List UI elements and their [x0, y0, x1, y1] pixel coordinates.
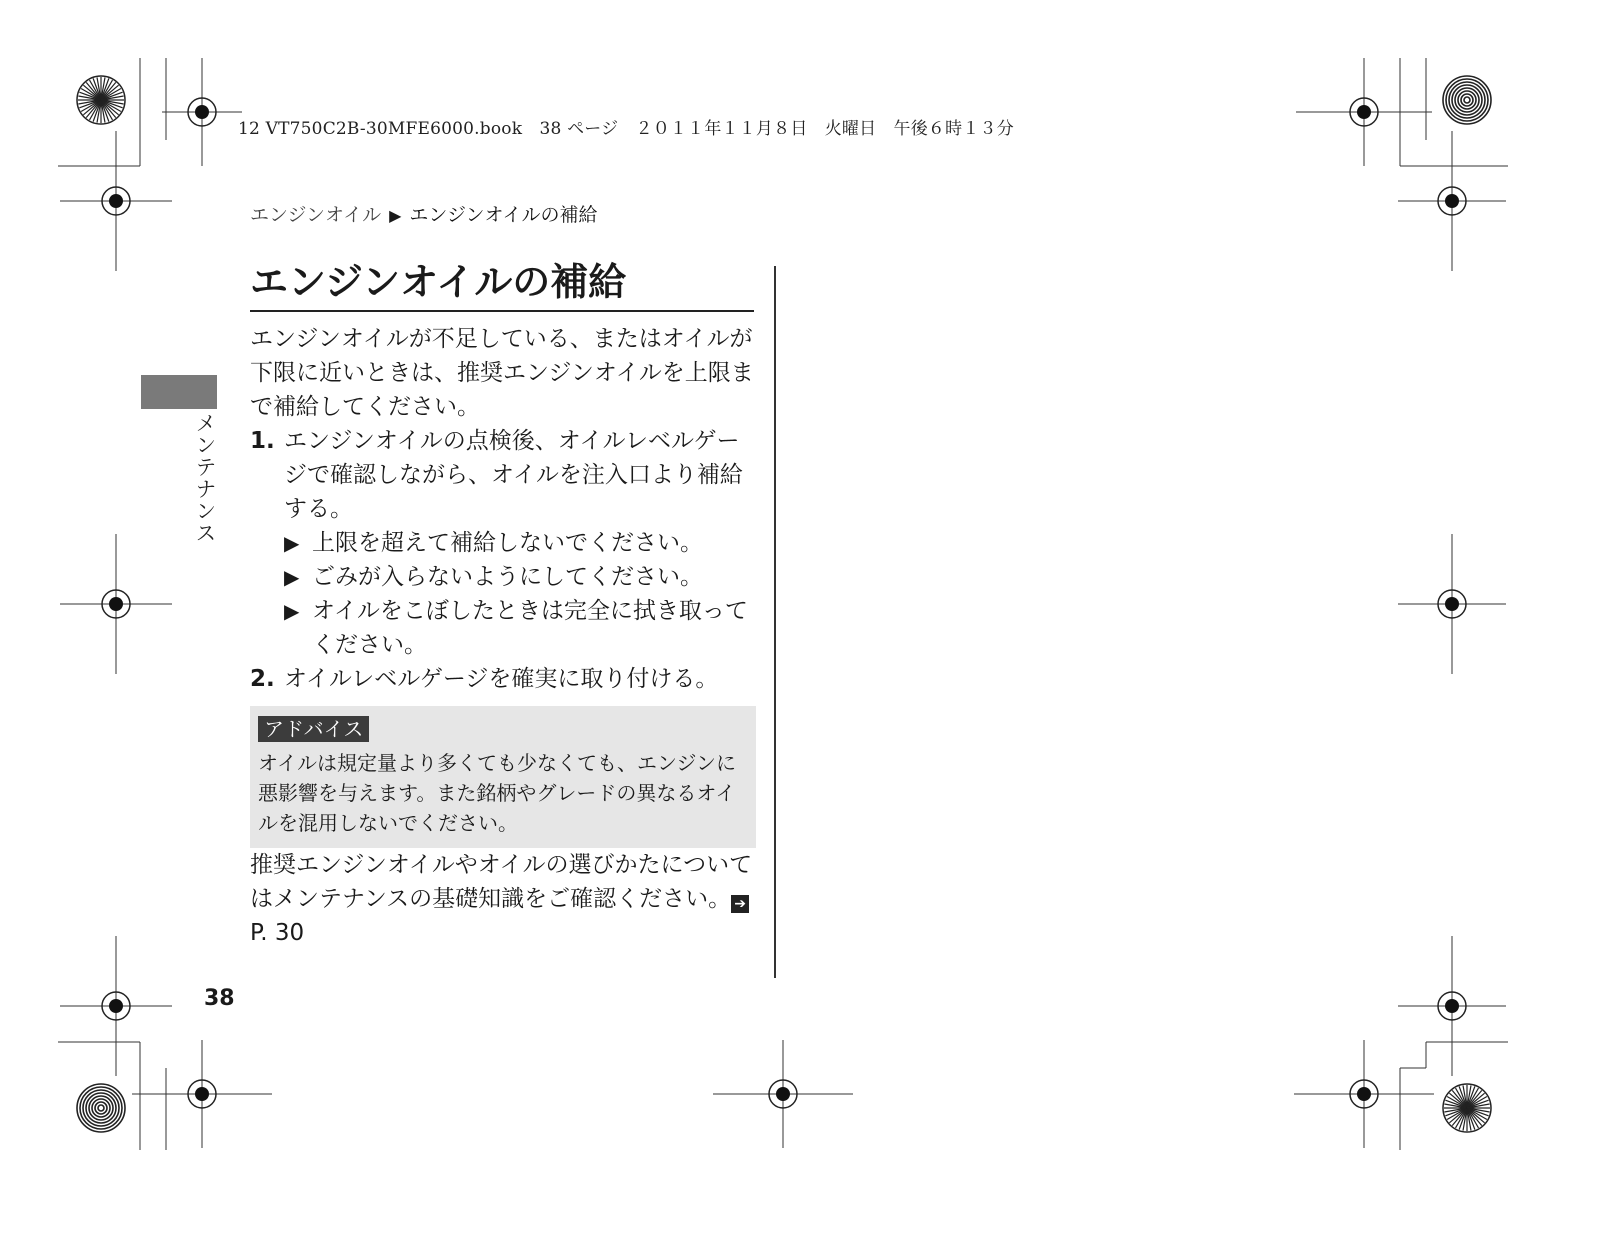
ring-icon	[86, 1093, 116, 1123]
step-text: オイルレベルゲージを確実に取り付ける。	[284, 666, 719, 692]
advice-text: オイルは規定量より多くても少なくても、エンジンに悪影響を与えます。また銘柄やグレードの異なるオイルを混用しないでください。	[258, 751, 736, 835]
registration-dot-icon	[1445, 194, 1459, 208]
registration-dot-icon	[195, 105, 209, 119]
step-number: 1.	[250, 428, 275, 454]
registration-dot-icon	[1357, 1087, 1371, 1101]
sub-list	[284, 526, 756, 662]
main-content	[250, 322, 756, 950]
page-number: 38	[204, 986, 235, 1011]
breadcrumb-parent: エンジンオイル	[250, 204, 382, 226]
section-tab-marker	[141, 375, 217, 409]
ring-icon	[1452, 85, 1482, 115]
breadcrumb-separator-icon: ▶	[389, 206, 402, 225]
triangle-right-icon: ▶	[284, 599, 300, 623]
reference-paragraph	[250, 848, 756, 950]
ring-icon	[1464, 97, 1470, 103]
breadcrumb-current: エンジンオイルの補給	[409, 204, 598, 226]
arrow-right-box-icon: ➔	[731, 895, 749, 913]
reference-text: 推奨エンジンオイルやオイルの選びかたについてはメンテナンスの基礎知識をご確認ください。	[250, 852, 753, 912]
registration-dot-icon	[109, 999, 123, 1013]
ring-icon	[77, 1084, 125, 1132]
registration-dot-icon	[109, 597, 123, 611]
intro-paragraph: エンジンオイルが不足している、またはオイルが下限に近いときは、推奨エンジンオイルを上限まで補給してください。	[250, 326, 754, 420]
column-divider	[774, 266, 776, 978]
registration-dot-icon	[1445, 999, 1459, 1013]
sub-text: 上限を超えて補給しないでください。	[312, 530, 703, 556]
step-number: 2.	[250, 666, 275, 692]
step-item	[250, 424, 756, 662]
registration-dot-icon	[1357, 105, 1371, 119]
page-title: エンジンオイルの補給	[250, 260, 754, 312]
step-item	[250, 662, 756, 696]
advice-box	[250, 706, 756, 848]
sub-item	[284, 594, 756, 662]
sub-text: オイルをこぼしたときは完全に拭き取ってください。	[312, 598, 748, 658]
ring-icon	[98, 1105, 104, 1111]
breadcrumb	[250, 200, 598, 227]
registration-dot-icon	[1445, 597, 1459, 611]
registration-dot-icon	[195, 1087, 209, 1101]
triangle-right-icon: ▶	[284, 531, 300, 555]
step-text: エンジンオイルの点検後、オイルレベルゲージで確認しながら、オイルを注入口より補給する。	[284, 428, 743, 522]
registration-dot-icon	[109, 194, 123, 208]
page-reference-link[interactable]: P. 30	[250, 920, 305, 946]
ring-icon	[1461, 94, 1473, 106]
ring-icon	[95, 1102, 107, 1114]
registration-dot-icon	[776, 1087, 790, 1101]
triangle-right-icon: ▶	[284, 565, 300, 589]
sub-item	[284, 526, 756, 560]
section-tab-label: メンテナンス	[193, 412, 217, 544]
printer-header: 12 VT750C2B-30MFE6000.book 38 ページ ２０１１年１１月８日 火曜日 午後６時１３分	[238, 119, 1014, 139]
sub-item	[284, 560, 756, 594]
advice-label: アドバイス	[258, 716, 369, 742]
step-list	[250, 424, 756, 696]
ring-icon	[1443, 76, 1491, 124]
sub-text: ごみが入らないようにしてください。	[312, 564, 703, 590]
